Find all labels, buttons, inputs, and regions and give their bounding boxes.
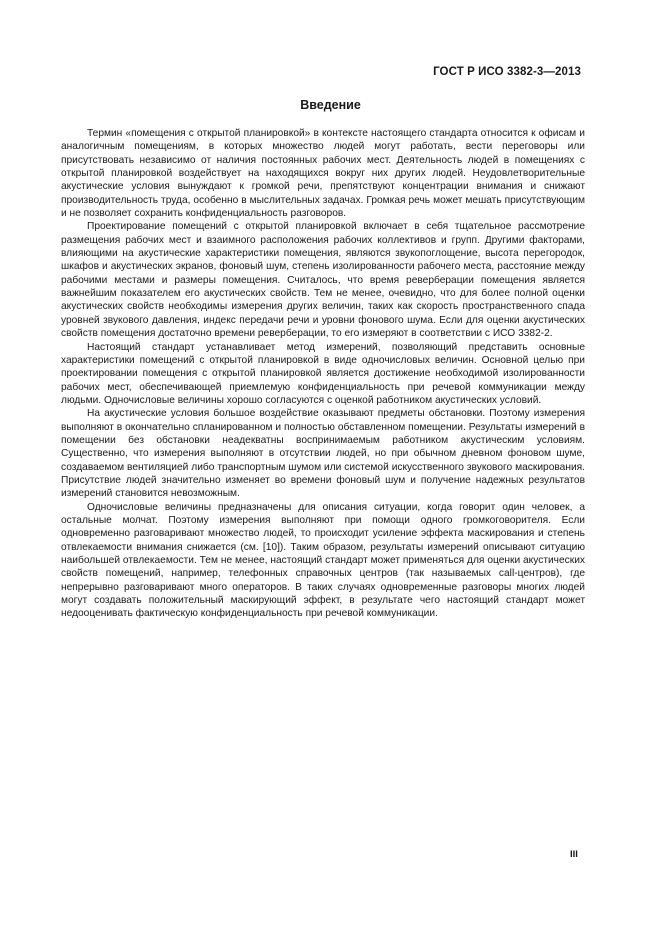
paragraph-3: Настоящий стандарт устанавливает метод измерений, позволяющий представить основные характеристики помещений с открытой планировкой в виде одночисловых величин. Основной целью при проектировании помещения с открытой планировкой является достижение необходимой изолированности рабочих мест, обеспечивающей приемлемую конфиденциальность при речевой коммуникации между людьми. Одночисловые величины хорошо согласуются с оценкой работником акустических условий. xyxy=(61,341,585,406)
paragraph-1: Термин «помещения с открытой планировкой» в контексте настоящего стандарта относится к офисам и аналогичным помещениям, в которых множество людей могут работать, вести переговоры или присутствовать независимо от наличия постоянных рабочих мест. Деятельность людей в помещениях с открытой планировкой воздействует на находящихся вокруг них других людей. Неудовлетворительные акустические условия вынуждают к громкой речи, препятствуют концентрации внимания и снижают производительность труда, особенно в мыслительных задачах. Громкая речь может мешать присутствующим и не позволяет сохранить конфиденциальность разговоров. xyxy=(61,128,585,220)
body-text xyxy=(61,127,585,621)
paragraph-5: Одночисловые величины предназначены для описания ситуации, когда говорит один человек, а остальные молчат. Поэтому измерения выполняют при помощи одного громкоговорителя. Если одновременно разговаривают множество людей, то происходит усиление эффекта маскирования и степень отвлекаемости внимания снижается (см. [10]). Таким образом, результаты измерений описывают ситуацию наибольшей отвлекаемости. Тем не менее, настоящий стандарт может применяться для оценки акустических свойств помещений, например, телефонных справочных центров (так называемых call-центров), где непрерывно разговаривают много операторов. В таких случаях одновременные разговоры многих людей могут создавать положительный маскирующий эффект, в результате чего настоящий стандарт может недооценивать фактическую конфиденциальность при речевой коммуникации. xyxy=(61,501,585,620)
paragraph-4: На акустические условия большое воздействие оказывают предметы обстановки. Поэтому измерения выполняют в окончательно спланированном и полностью обставленном помещении. Результаты измерений в помещении без обстановки неадекватны воспринимаемым работником акустическим условиям. Существенно, что измерения выполняют в отсутствии людей, но при обычном дневном фоновом шуме, создаваемом вентиляцией либо транспортным шумом или системой искусственного звукового маскирования. Присутствие людей значительно изменяет во времени фоновый шум и получение надежных результатов измерений становится невозможным. xyxy=(61,408,585,500)
page-number: III xyxy=(570,849,578,860)
paragraph-2: Проектирование помещений с открытой планировкой включает в себя тщательное рассмотрение размещения рабочих мест и взаимного расположения рабочих коллективов и групп. Другими факторами, влияющими на акустические характеристики помещения, являются звукопоглощение, высота перегородок, шкафов и акустических экранов, фоновый шум, степень изолированности рабочего места, расстояние между рабочими местами и размеры помещения. Считалось, что время реверберации помещения является важнейшим показателем его акустических свойств. Тем не менее, очевидно, что для более полной оценки акустических свойств необходимы измерения других величин, таких как скорость пространственного спада уровней звукового давления, индекс передачи речи и уровни фонового шума. Если для оценки акустических свойств помещения достаточно времени реверберации, то его измеряют в соответствии с ИСО 3382-2. xyxy=(61,221,585,340)
standard-designation: ГОСТ Р ИСО 3382-3—2013 xyxy=(433,66,581,78)
page-title: Введение xyxy=(300,98,361,112)
